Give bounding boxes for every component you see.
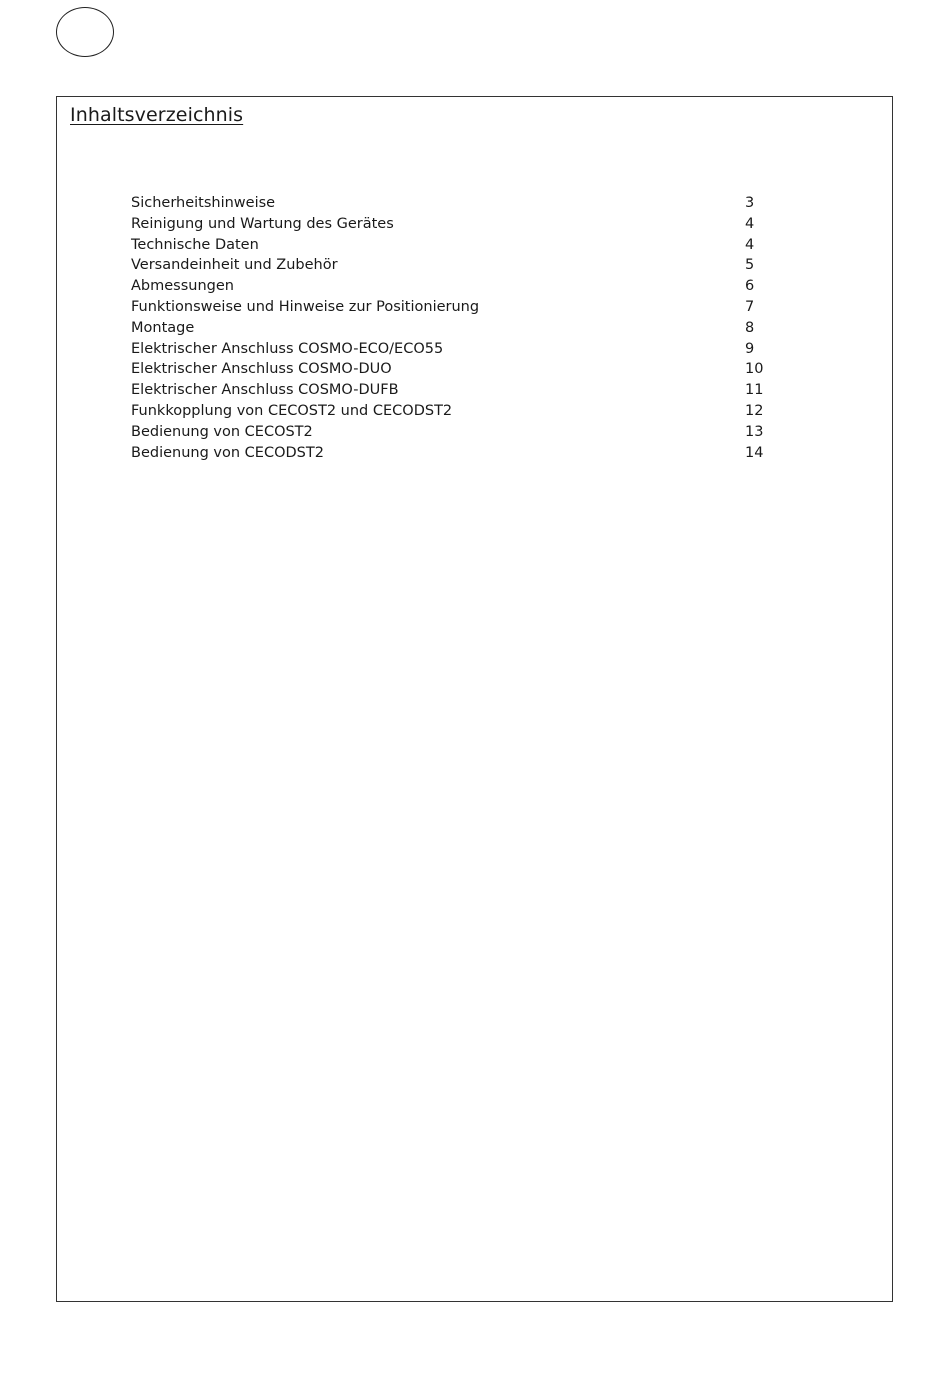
toc-entry-page: 13 [745,423,764,440]
toc-entry-page: 7 [745,298,755,315]
language-badge-circle [56,7,114,57]
toc-entry[interactable] [131,318,771,339]
toc-entry-title: Versandeinheit und Zubehör [131,257,338,274]
toc-entry-title: Bedienung von CECODST2 [131,444,324,461]
toc-entry-title: Bedienung von CECOST2 [131,423,313,440]
toc-entry-title: Funkkopplung von CECOST2 und CECODST2 [131,402,453,419]
toc-entry[interactable] [131,214,771,235]
toc-entry[interactable] [131,359,771,380]
toc-list [131,193,771,463]
toc-entry[interactable] [131,443,771,464]
toc-entry[interactable] [131,297,771,318]
toc-entry[interactable] [131,339,771,360]
toc-entry-title: Elektrischer Anschluss COSMO-DUO [131,361,392,378]
toc-entry[interactable] [131,235,771,256]
toc-entry-title: Elektrischer Anschluss COSMO-ECO/ECO55 [131,340,444,357]
toc-entry-page: 10 [745,361,764,378]
toc-entry-page: 4 [745,236,755,253]
toc-entry-title: Abmessungen [131,278,234,295]
toc-entry-page: 6 [745,278,755,295]
toc-entry-title: Funktionsweise und Hinweise zur Positionierung [131,298,480,315]
toc-entry[interactable] [131,422,771,443]
toc-entry[interactable] [131,276,771,297]
toc-entry-page: 5 [745,257,755,274]
toc-entry-page: 9 [745,340,755,357]
toc-entry-page: 14 [745,444,764,461]
toc-title: Inhaltsverzeichnis [70,104,244,126]
toc-frame [56,96,893,1302]
toc-entry-page: 3 [745,195,755,211]
toc-entry-title: Montage [131,319,195,336]
toc-entry-title: Technische Daten [131,236,259,253]
toc-entry[interactable] [131,380,771,401]
toc-entry-title: Reinigung und Wartung des Gerätes [131,215,394,232]
toc-entry-page: 4 [745,215,755,232]
toc-entry-title: Sicherheitshinweise [131,195,276,211]
toc-entry-page: 12 [745,402,764,419]
toc-entry[interactable] [131,255,771,276]
toc-entry[interactable] [131,193,771,214]
toc-entry[interactable] [131,401,771,422]
toc-entry-page: 11 [745,382,764,399]
toc-entry-page: 8 [745,319,755,336]
toc-entry-title: Elektrischer Anschluss COSMO-DUFB [131,382,399,399]
